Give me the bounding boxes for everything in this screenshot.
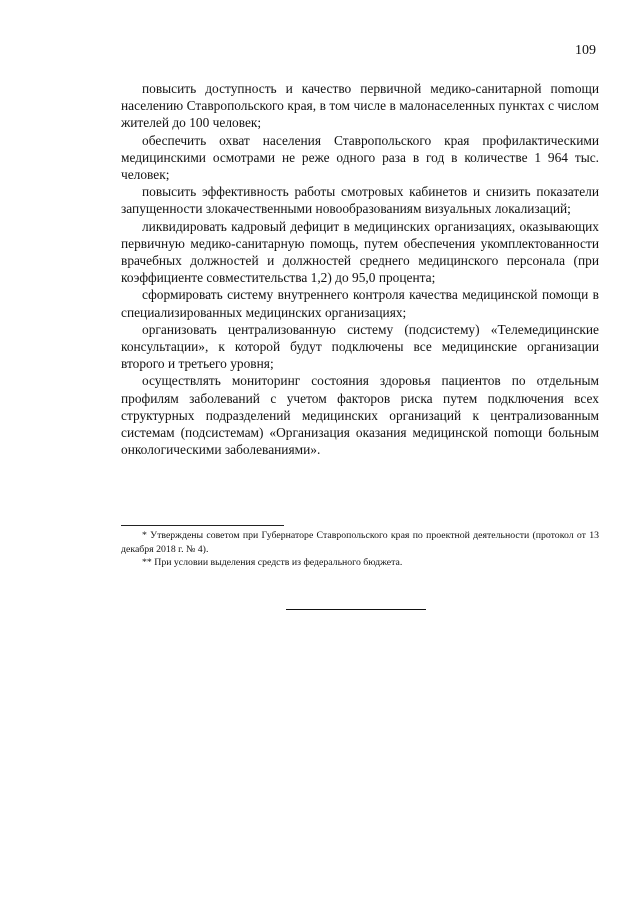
footnote-2: ** При условии выделения средств из федерального бюджета. bbox=[142, 557, 403, 569]
paragraph-quality-control: сформировать систему внутреннего контроля качества медицинской помощи в специализированных медицинских организациях; bbox=[121, 287, 599, 320]
end-of-section-rule bbox=[286, 609, 426, 610]
paragraph-monitoring: осуществлять мониторинг состояния здоровья пациентов по отдельным профилям заболеваний с учетом факторов риска путем подключения всех структурных подразделений медицинских организаций к централизованным системам (подсистемам) «Организация оказания медицинской поmощи больным онкологическими заболеваниями». bbox=[121, 373, 599, 458]
paragraph-staff-deficit: ликвидировать кадровый дефицит в медицинских организациях, оказывающих первичную медико-санитарную помощь, путем обеспечения укомплектованности врачебных должностей и должностей среднего медицинского персонала (при коэффициенте совместительства 1,2) до 95,0 процента; bbox=[121, 218, 599, 286]
paragraph-preventive-exams: обеспечить охват населения Ставропольского края профилактическими медицинскими осмотрами не реже одного раза в год в количестве 1 964 тыс. человек; bbox=[121, 132, 599, 183]
paragraph-primary-care-access: повысить доступность и качество первичной медико-санитарной поmощи населению Ставропольского края, в том числе в малонаселенных пунктах с числом жителей до 100 человек; bbox=[121, 81, 599, 131]
paragraph-screening-rooms: повысить эффективность работы смотровых кабинетов и снизить показатели запущенности злокачественными новообразованиям визуальных локализаций; bbox=[121, 184, 599, 217]
body-text bbox=[121, 80, 599, 458]
page-number: 109 bbox=[575, 43, 596, 58]
footnote-1: * Утверждены советом при Губернаторе Ставропольского края по проектной деятельности (протокол от 13 декабря 2018 г. № 4). bbox=[121, 530, 599, 555]
footnotes bbox=[121, 529, 599, 570]
paragraph-telemedicine: организовать централизованную систему (подсистему) «Телемедицинские консультации», к которой будут подключены все медицинские организации второго и третьего уровня; bbox=[121, 321, 599, 372]
footnote-divider bbox=[121, 525, 284, 526]
